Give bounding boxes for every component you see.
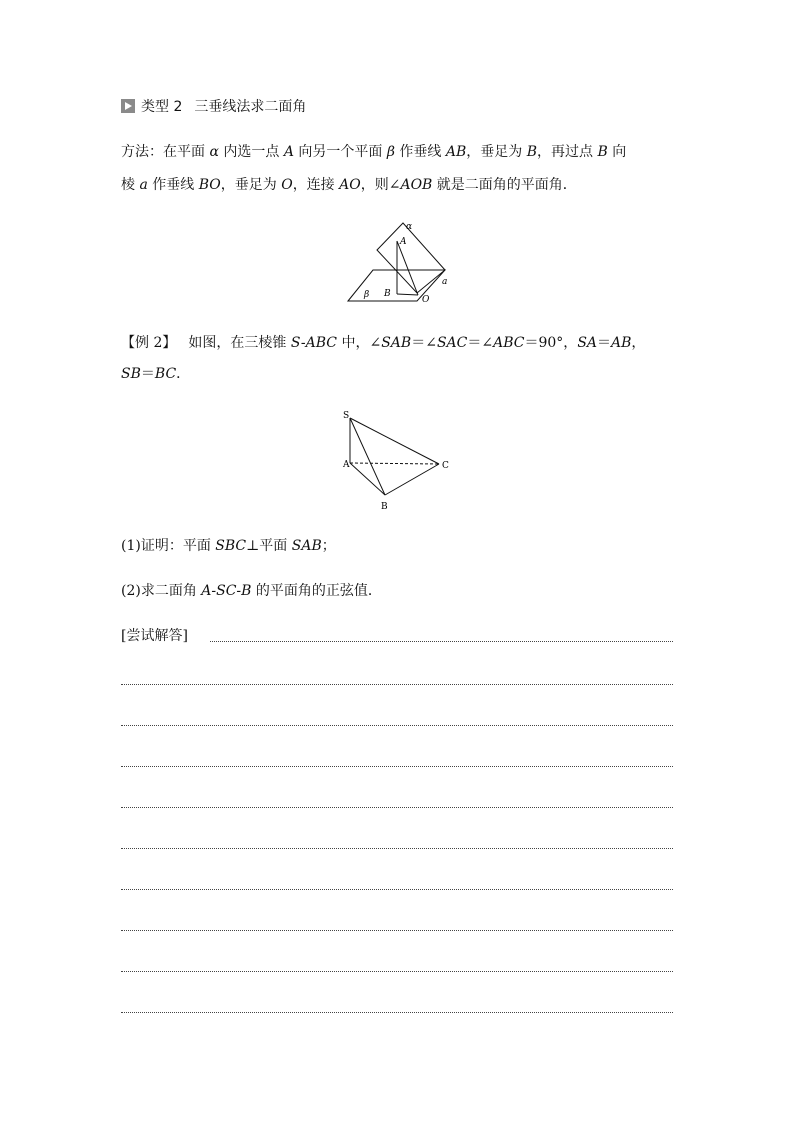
section-type-label: 类型 2 [141,99,183,115]
edge-BC [385,464,439,495]
example-tag: 【例 2】 [121,335,177,351]
label-C: C [442,461,449,471]
label-S: S [343,411,350,421]
label-O: O [422,295,430,305]
answer-line[interactable] [121,807,673,808]
label-A: A [343,460,350,470]
answer-line[interactable] [121,971,673,972]
pyramid-figure [340,405,455,515]
edge-AC-hidden [350,463,439,464]
answer-line[interactable] [210,641,673,642]
label-B: B [381,502,388,512]
answer-line[interactable] [121,848,673,849]
answer-line[interactable] [121,725,673,726]
answer-line[interactable] [121,1012,673,1013]
example-line-2: SB＝BC． [121,366,191,382]
section-title: 三垂线法求二面角 [194,99,307,115]
answer-line[interactable] [121,930,673,931]
edge-SC [350,418,439,464]
edge-AB [350,463,385,495]
label-a: a [442,277,448,287]
label-beta: β [364,290,370,300]
label-A: A [400,237,407,247]
method-line-1: 方法：在平面 α 内选一点 A 向另一个平面 β 作垂线 AB，垂足为 B，再过点 B 向 [121,144,627,160]
plane-alpha [377,223,448,293]
label-B: B [384,289,391,299]
section-heading [121,97,306,117]
method-line-2: 棱 a 作垂线 BO，垂足为 O，连接 AO，则∠AOB 就是二面角的平面角． [121,177,577,193]
answer-line[interactable] [121,684,673,685]
answer-line[interactable] [121,889,673,890]
attempt-label: [尝试解答] [121,628,188,644]
play-icon [121,99,135,113]
label-alpha: α [406,222,413,232]
segment-BO [397,294,418,295]
question-1: (1)证明：平面 SBC⊥平面 SAB； [121,538,336,554]
answer-line[interactable] [121,766,673,767]
segment-AO [397,241,418,295]
dihedral-angle-figure [345,215,455,307]
edge-SB [350,418,385,495]
example-line-1: 【例 2】 如图，在三棱锥 S-ABC 中，∠SAB＝∠SAC＝∠ABC＝90°，SA＝AB， [121,335,646,351]
question-2: (2)求二面角 A-SC-B 的平面角的正弦值． [121,583,382,599]
